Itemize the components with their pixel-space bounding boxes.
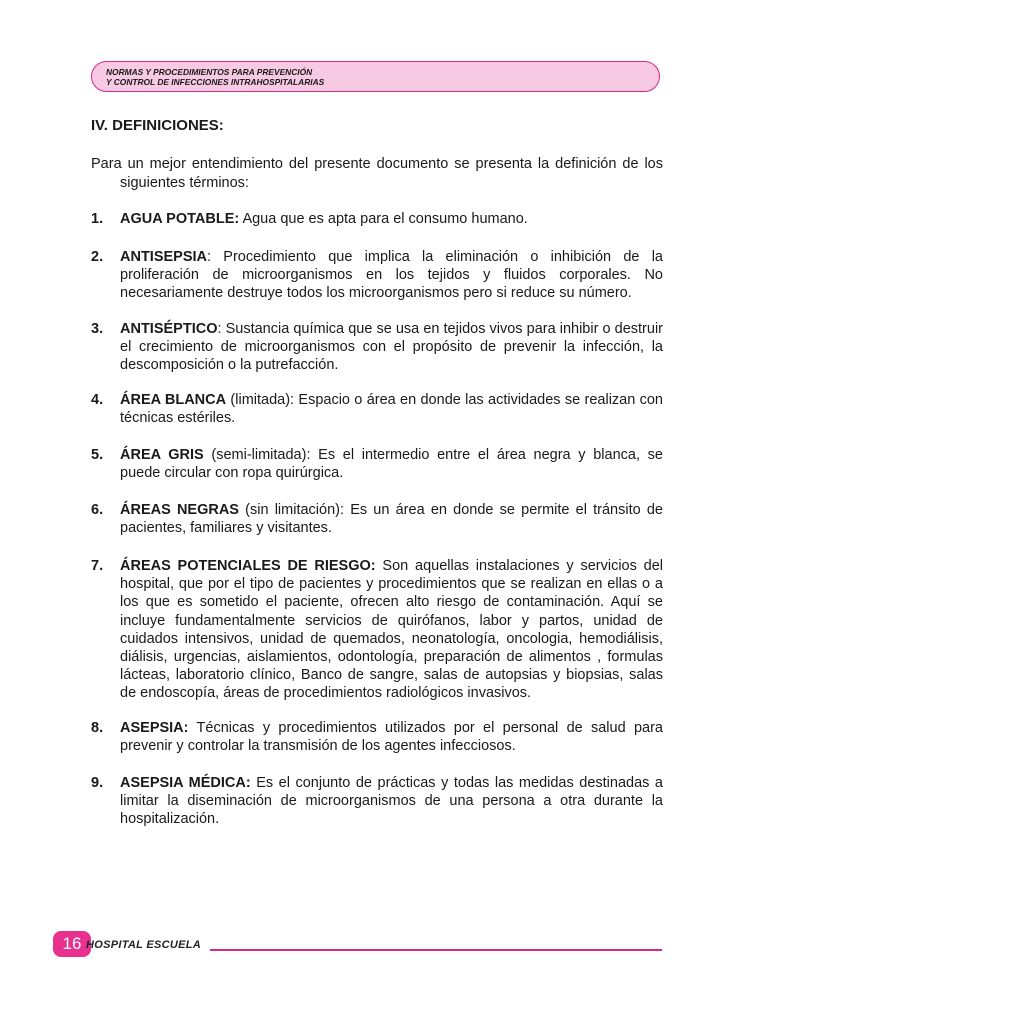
footer-label: HOSPITAL ESCUELA (86, 939, 202, 951)
item-text: Agua que es apta para el consumo humano. (239, 211, 528, 227)
item-number: 1. (91, 211, 104, 227)
item-number: 5. (91, 447, 104, 463)
item-text: (sin limitación): Es un área en donde se permite el tránsito de pacientes, familiares y visitantes. (120, 502, 663, 537)
item-term: ÁREA BLANCA (120, 392, 227, 408)
item-text: : Sustancia química que se usa en tejidos vivos para inhibir o destruir el crecimiento de microorganismos con el propósito de prevenir la infección, la descomposición o la putrefacción. (120, 321, 663, 374)
item-term: ÁREAS NEGRAS (120, 502, 239, 518)
item-term: ASEPSIA MÉDICA: (120, 775, 251, 791)
item-text: (semi-limitada): Es el intermedio entre el área negra y blanca, se puede circular con ropa quirúrgica. (120, 447, 663, 482)
definition-item-6 (91, 501, 663, 537)
item-text: Son aquellas instalaciones y servicios del hospital, que por el tipo de pacientes y procedimientos que se realizan en ellas o a los que es sometido el paciente, ofrecen alto riesgo de contaminación. Aquí se incluye fundamentalmente servicios de quirófanos, labor y partos, unidad de cuidados intensivos, unidad de quemados, neonatología, oncologia, hemodiálisis, diálisis, urgencias, aislamientos, odontología, preparación de alimentos , formulas lácteas, laboratorio clínico, Banco de sangre, salas de autopsias y biopsias, salas de endoscopía, áreas de procedimientos radiológicos invasivos. (120, 558, 663, 702)
item-term: ANTISÉPTICO (120, 321, 218, 337)
item-term: AGUA POTABLE: (120, 211, 240, 227)
item-term: ASEPSIA: (120, 720, 189, 736)
item-term: ANTISEPSIA (120, 249, 208, 265)
item-term: ÁREAS POTENCIALES DE RIESGO: (120, 558, 376, 574)
item-text: (limitada): Espacio o área en donde las actividades se realizan con técnicas estériles. (120, 392, 663, 427)
item-number: 3. (91, 321, 104, 337)
definition-item-3 (91, 320, 663, 375)
item-text: Es el conjunto de prácticas y todas las medidas destinadas a limitar la diseminación de microorganismos de una persona a otra durante la hospitalización. (120, 775, 663, 828)
definition-item-7 (91, 557, 663, 703)
item-text: Técnicas y procedimientos utilizados por el personal de salud para prevenir y controlar la transmisión de los agentes infecciosos. (120, 720, 663, 755)
definition-item-9 (91, 774, 663, 829)
header-banner (91, 61, 660, 92)
section-title: IV. DEFINICIONES: (91, 117, 224, 134)
item-number: 4. (91, 392, 104, 408)
definition-item-1 (91, 210, 663, 228)
item-number: 7. (91, 558, 104, 574)
definition-item-4 (91, 391, 663, 427)
intro-text: Para un mejor entendimiento del presente documento se presenta la definición de los siguientes términos: (91, 156, 663, 191)
item-number: 6. (91, 502, 104, 518)
definition-item-5 (91, 446, 663, 482)
footer-divider (210, 949, 662, 951)
header-line-2: Y CONTROL DE INFECCIONES INTRAHOSPITALARIAS (106, 77, 325, 87)
item-number: 9. (91, 775, 104, 791)
definition-item-8 (91, 719, 663, 755)
item-term: ÁREA GRIS (120, 447, 204, 463)
intro-paragraph (91, 155, 663, 192)
item-number: 2. (91, 249, 104, 265)
header-line-1: NORMAS Y PROCEDIMIENTOS PARA PREVENCIÓN (106, 67, 313, 77)
item-number: 8. (91, 720, 104, 736)
definition-item-2 (91, 248, 663, 303)
page-number-badge: 16 (53, 931, 91, 957)
item-text: : Procedimiento que implica la eliminación o inhibición de la proliferación de microorganismos en los tejidos y fluidos corporales. No necesariamente destruye todos los microorganismos pero si reduce su número. (120, 249, 663, 302)
